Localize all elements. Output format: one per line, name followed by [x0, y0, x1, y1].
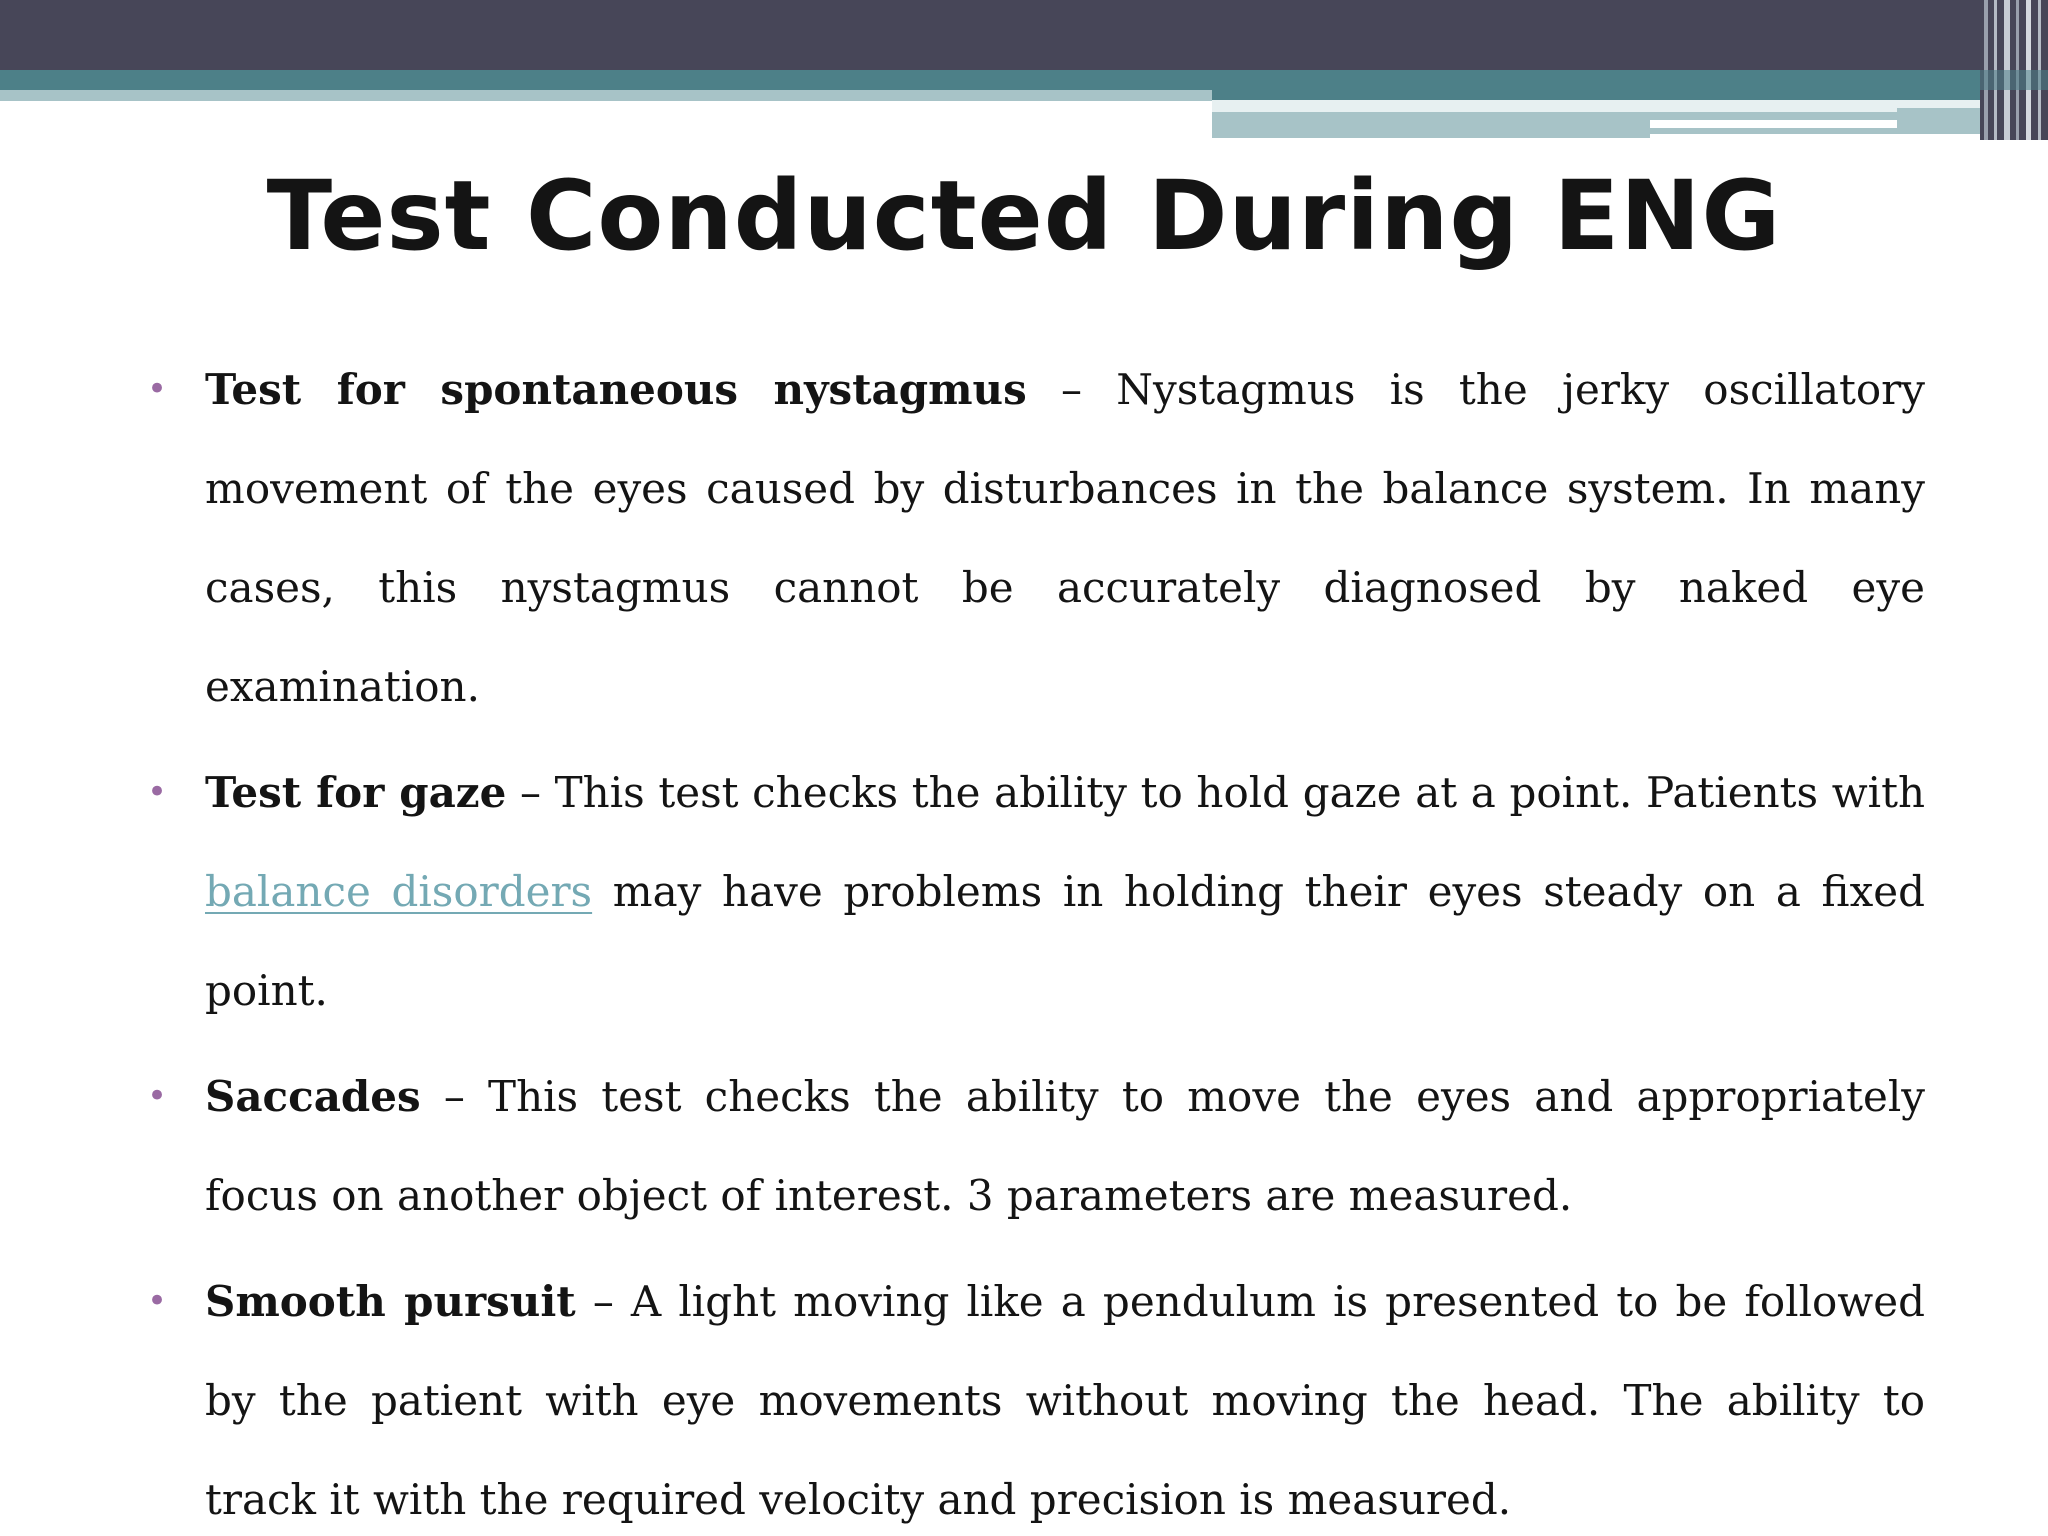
bullet-item-gaze: [145, 743, 1925, 1040]
bullet-text-after-link: may have problems in holding their eyes steady on a fixed point.: [205, 867, 1925, 1015]
bullet-list: [145, 340, 1925, 1536]
bullet-item-saccades: [145, 1047, 1925, 1245]
bullet-text: – This test checks the ability to hold gaze at a point. Patients with: [506, 768, 1925, 817]
bullet-term: Saccades: [205, 1072, 421, 1121]
header-band-dark: [0, 0, 2048, 70]
bullet-dot-icon: •: [147, 1076, 168, 1116]
bullet-dot-icon: •: [147, 1281, 168, 1321]
bullet-term: Test for spontaneous nystagmus: [205, 365, 1027, 414]
bullet-text: – This test checks the ability to move the eyes and appropriately focus on another object of interest. 3 parameters are measured.: [205, 1072, 1925, 1220]
bullet-term: Test for gaze: [205, 768, 507, 817]
bullet-dot-icon: •: [147, 772, 168, 812]
bullet-text: – Nystagmus is the jerky oscillatory movement of the eyes caused by disturbances in the balance system. In many cases, this nystagmus cannot be accurately diagnosed by naked eye examination.: [205, 365, 1925, 711]
header-band-right-teal: [1212, 90, 2048, 100]
header-band-right-line-lower: [1212, 120, 1650, 138]
bullet-dot-icon: •: [147, 369, 168, 409]
bullet-item-spontaneous-nystagmus: [145, 340, 1925, 736]
bullet-item-smooth-pursuit: [145, 1252, 1925, 1536]
bullet-text: – A light moving like a pendulum is presented to be followed by the patient with eye movements without moving the head. The ability to track it with the required velocity and precision is measured.: [205, 1277, 1925, 1524]
header-stripes-decoration: [1980, 0, 2048, 140]
balance-disorders-link[interactable]: balance disorders: [205, 867, 593, 916]
header-band-light: [0, 90, 1212, 101]
bullet-term: Smooth pursuit: [205, 1277, 576, 1326]
header-band-right-line: [1212, 112, 1897, 120]
header-band-teal: [0, 70, 2048, 90]
slide-title: Test Conducted During ENG: [266, 160, 1782, 272]
